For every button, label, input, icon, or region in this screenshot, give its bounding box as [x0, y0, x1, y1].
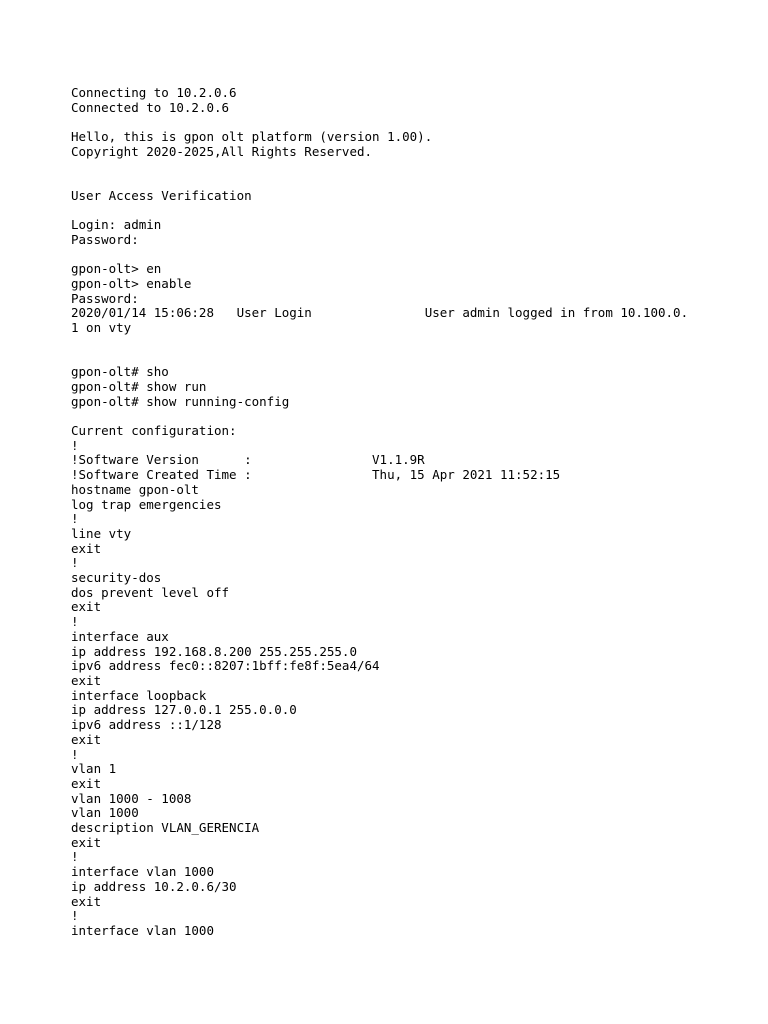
- text-line: exit: [71, 540, 102, 556]
- blank-line: [71, 351, 728, 366]
- text-line: interface aux: [71, 628, 169, 644]
- blank-line: [71, 204, 728, 219]
- blank-line: [71, 174, 728, 189]
- blank-line: [71, 115, 728, 130]
- text-line: !: [71, 746, 79, 762]
- text-line: Password:: [71, 290, 139, 306]
- text-line: !Software Version : V1.1.9R: [71, 452, 425, 468]
- text-line: security-dos: [71, 570, 162, 586]
- text-line: !Software Created Time : Thu, 15 Apr 2021 11:52:15: [71, 467, 561, 483]
- text-line: !: [71, 555, 79, 571]
- text-line: vlan 1000 - 1008: [71, 790, 192, 806]
- text-line: 2020/01/14 15:06:28 User Login User admin logged in from 10.100.0.: [71, 305, 689, 321]
- text-line: gpon-olt# sho: [71, 364, 169, 380]
- text-line: Connecting to 10.2.0.6: [71, 85, 237, 100]
- text-line: interface vlan 1000: [71, 864, 214, 880]
- text-line: log trap emergencies: [71, 496, 222, 512]
- blank-line: [71, 409, 728, 424]
- text-line: ip address 10.2.0.6/30: [71, 878, 237, 894]
- text-line: exit: [71, 731, 102, 747]
- text-line: exit: [71, 673, 102, 688]
- text-line: User Access Verification: [71, 187, 252, 203]
- text-line: vlan 1000: [71, 805, 139, 821]
- terminal-session-log: [71, 86, 728, 939]
- text-line: Password:: [71, 231, 139, 247]
- text-line: hostname gpon-olt: [71, 481, 199, 497]
- text-line: exit: [71, 775, 102, 791]
- text-line: ipv6 address ::1/128: [71, 717, 222, 733]
- text-line: 1 on vty: [71, 320, 132, 336]
- text-line: Login: admin: [71, 217, 162, 233]
- text-line: exit: [71, 599, 102, 615]
- text-line: !: [71, 614, 79, 630]
- text-line: !: [71, 849, 79, 865]
- text-line: ipv6 address fec0::8207:1bff:fe8f:5ea4/64: [71, 658, 380, 674]
- text-line: gpon-olt# show run: [71, 378, 207, 394]
- text-line: ip address 192.168.8.200 255.255.255.0: [71, 643, 357, 659]
- text-line: gpon-olt> enable: [71, 276, 192, 292]
- text-line: gpon-olt# show running-config: [71, 393, 290, 409]
- text-line: Copyright 2020-2025,All Rights Reserved.: [71, 143, 373, 159]
- text-line: vlan 1: [71, 761, 117, 777]
- blank-line: [71, 336, 728, 351]
- text-line: !: [71, 511, 79, 527]
- blank-line: [71, 248, 728, 263]
- blank-line: [71, 160, 728, 175]
- text-line: exit: [71, 834, 102, 850]
- text-line: description VLAN_GERENCIA: [71, 820, 260, 836]
- text-line: interface loopback: [71, 687, 207, 703]
- text-line: line vty: [71, 525, 132, 541]
- text-line: !: [71, 908, 79, 924]
- text-line: ip address 127.0.0.1 255.0.0.0: [71, 702, 297, 718]
- text-line: exit: [71, 893, 102, 909]
- text-line: interface vlan 1000: [71, 922, 214, 938]
- text-line: Current configuration:: [71, 423, 237, 439]
- text-line: dos prevent level off: [71, 584, 230, 600]
- text-line: Hello, this is gpon olt platform (version 1.00).: [71, 129, 433, 145]
- text-line: Connected to 10.2.0.6: [71, 99, 230, 115]
- text-line: !: [71, 437, 79, 453]
- text-line: gpon-olt> en: [71, 261, 162, 277]
